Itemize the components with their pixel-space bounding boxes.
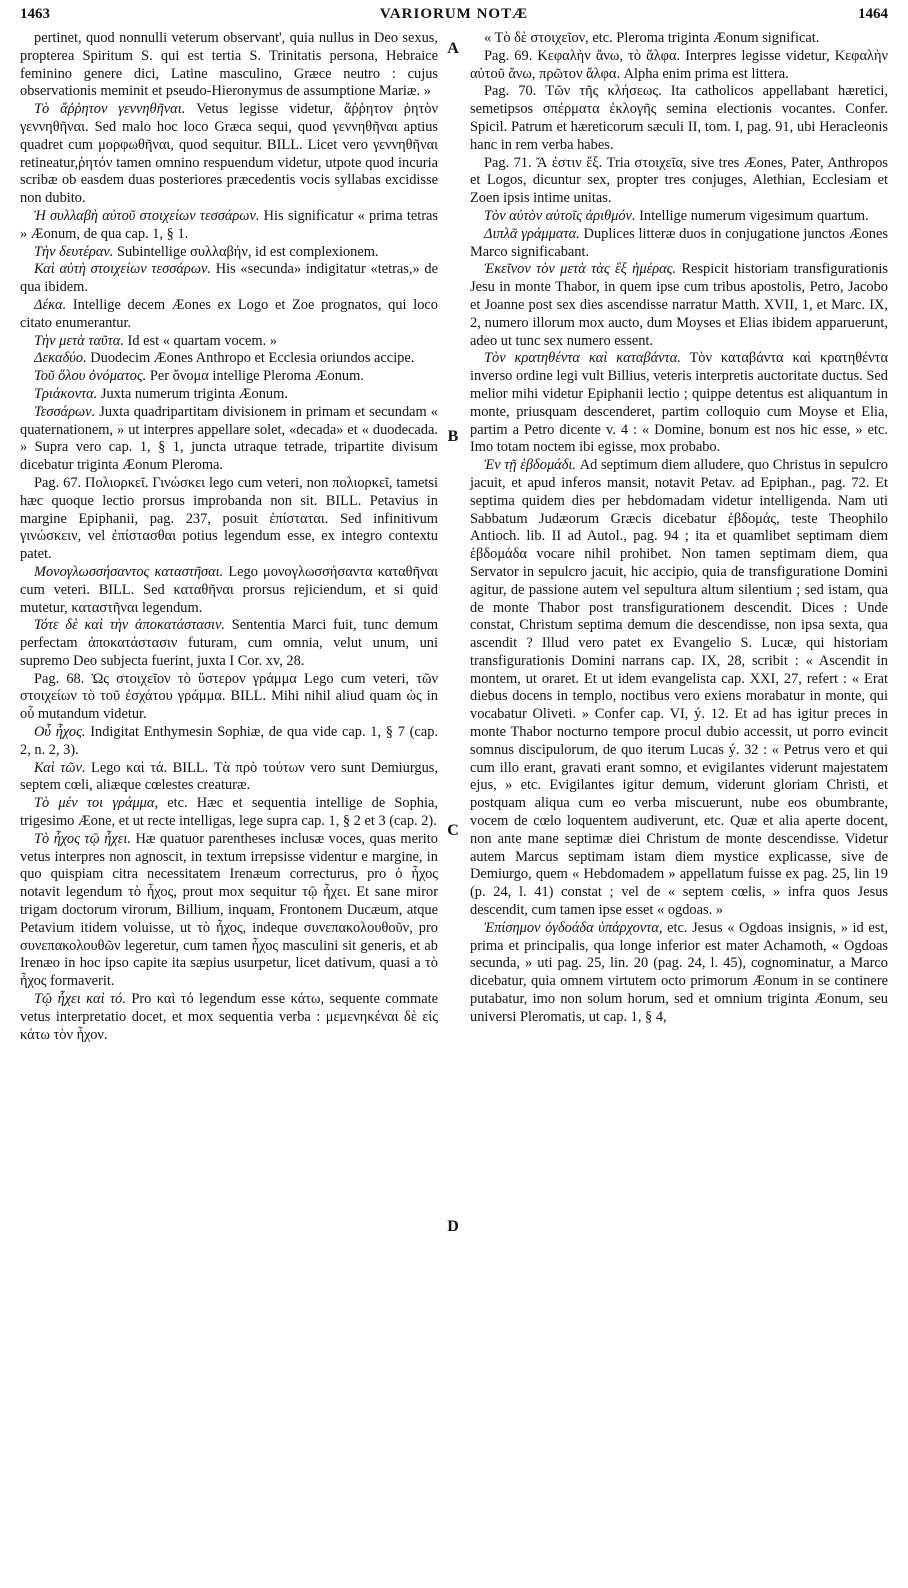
note-paragraph [20,564,438,617]
right-column [470,30,888,1027]
note-text: Τὸν καταβάντα καὶ κρατηθέντα inverso ordine legi vult Billius, veteris interpretis auctoritate ductus. Sed melior mihi videtur Epiphanii lectio ; quippe detentus est aliquantum in monte, priusquam descenderet, partim colloquio cum Moyse et Elia, partim a Petro dicente v. 4 : « Domine, bonum est nos hic esse, » etc. Imo totam noctem ibi egisse, mox probabo. [470,350,889,456]
note-text: Id est « quartam vocem. » [123,332,277,349]
note-lemma: Τὸν αὐτὸν αὐτοῖς ἀριθμόν. [484,207,636,224]
note-lemma: Τεσσάρων. [34,403,96,420]
note-text: etc. Jesus « Ogdoas insignis, » id est, prima et principalis, qua longe inferior est mater Achamoth, « Ogdoas secunda, » uti pag. 25, lin. 20 (pag. 24, l. 45), cognominatur, a Marco dicebatur, quia omnem virtutem octo primorum Æonum in se continere putabatur, imo non solum horum, sed et omnium triginta Æonum, seu universi Pleromatis, ut cap. 1, § 4, [470,919,888,1025]
note-text: Pro καὶ τό legendum esse κάτω, sequente commate vetus interpretatio docet, et mox sequentia verba : μεμενηκέναι δὲ εἰς κάτω τὸν ἦχον. [20,991,438,1043]
note-paragraph [20,30,438,101]
note-text: Juxta quadripartitam divisionem in primam et secundam « quaternationem, » ut interpres appellare solet, «decada» et « duodecada. » Supra vero cap. 1, § 1, juncta utraque tetrade, tripartite divisum dicebatur triginta Æonum Pleroma. [20,403,438,474]
note-lemma: Δέκα. [34,296,67,313]
note-lemma: Τῷ ἦχει καὶ τό. [34,991,126,1008]
note-text: Sententia Marci fuit, tunc demum perfectam ἀποκατάστασιν futuram, cum omnia, velut unum, uni supremo Deo subjecta fuerint, juxta I Cor. xv, 28. [20,617,439,669]
note-paragraph [20,617,438,670]
margin-letter-b: B [447,428,459,445]
note-lemma: Τοῦ ὅλου ὀνόματος. [34,368,147,385]
note-text: Duplices litteræ duos in conjugatione junctos Æones Marco significabant. [470,225,888,260]
note-paragraph [20,671,438,724]
note-paragraph [470,83,888,154]
note-text: etc. Hæc et sequentia intellige de Sophia, trigesimo Æone, et ut recte intelligas, lege supra cap. 1, § 2 et 3 (cap. 2). [20,795,438,830]
note-paragraph [20,333,438,351]
note-paragraph [470,226,888,262]
note-paragraph [470,30,888,48]
note-lemma: Τότε δὲ καὶ τὴν ἀποκατάστασιν. [34,617,226,634]
note-text: His «secunda» indigitatur «tetras,» de qua ibidem. [20,261,438,296]
note-lemma: Ἡ συλλαβὴ αὐτοῦ στοιχείων τεσσάρων. [34,207,260,224]
note-text: Respicit historiam transfigurationis Jesu in monte Thabor, in quem ipse cum tribus apostolis, Petro, Jacobo et Joanne post sex dies ascendisse narratur Matth. XVII, 1, et Marc. IX, 2, numero illorum mox aucto, dum Moyses et Elias ibidem apparuerunt, adeo ut tunc sex numero essent. [470,261,888,349]
note-paragraph [470,920,888,1027]
margin-letter-d: D [447,1218,459,1235]
note-paragraph [20,404,438,475]
note-paragraph [20,208,438,244]
note-lemma: Τὸ μέν τοι γράμμα, [34,795,159,812]
note-paragraph [20,297,438,333]
note-text: Intellige decem Æones ex Logo et Zoe prognatos, qui loco citato enumerantur. [20,296,438,331]
note-paragraph [470,48,888,84]
note-lemma: Ἐκεῖνον τὸν μετὰ τὰς ἓξ ἡμέρας. [484,261,677,278]
note-text: Lego μονογλωσσήσαντα καταθῆναι cum veteri. BILL. Sed καταθῆναι prorsus rejiciendum, et si quid mutetur, καταστῆναι legendum. [20,563,438,616]
note-paragraph [470,457,888,920]
note-lemma: Τὸν κρατηθέντα καὶ καταβάντα. [484,350,681,367]
note-paragraph [470,350,888,457]
note-lemma: Ἐπίσημον ὀγδοάδα ὑπάρχοντα, [484,919,663,936]
note-text: Pag. 67. Πολιορκεῖ. Γινώσκει lego cum veteri, non πολιορκεῖ, tametsi hæc quoque lectio prorsus improbanda non sit. BILL. Petavius in margine Epiphanii, pag. 237, posuit ἐπίσταται. Sed infinitivum γινώσκειν, vel ἐπίστασθαι potius legendum esse, ex integro contextu patet. [20,474,438,563]
note-lemma: Καὶ τῶν. [34,759,86,776]
note-paragraph [470,155,888,208]
note-text: Intellige numerum vigesimum quartum. [635,207,869,224]
note-text: Per ὄνομα intellige Pleroma Æonum. [146,368,364,385]
note-paragraph [470,261,888,350]
note-paragraph [20,795,438,831]
note-text: Lego καὶ τά. BILL. Τὰ πρὸ τούτων vero sunt Demiurgus, septem cœli, aliæque cœlestes creaturæ. [20,759,438,794]
left-column [20,30,438,1044]
note-text: Hæ quatuor parentheses inclusæ voces, quas merito vetus interpres non agnoscit, in textum irrepsisse videntur e margine, in quo quispiam citra necessitatem Irenæum correcturus, pro ὁ ἦχος notavit legendum τὸ ἦχος, prout mox sequitur τῷ ἦχει. Et sane miror trigam doctorum virorum, Billium, inquam, Frontonem Ducæum, atque Petavium itidem voluisse, ut τὸ ἦχος, indeque συνεπακολουθοῦν, pro συνεπακολουθῶν legeretur, cum tamen ἦχος masculini sit generis, et ab Irenæo in hoc ipso capite ita sæpius usurpetur, licet dativum, quasi a τὸ ἦχος formaverit. [20,830,438,990]
note-text: pertinet, quod nonnulli veterum observant', quia nullus in Deo sexus, propterea Spiritum S. qui est tertia S. Trinitatis persona, Hebraice feminino genere dici, Latine masculino, Græce neutro : cujus observationis meminit et pseudo-Hieronymus de assumptione Mariæ. » [20,30,438,100]
note-lemma: Ἐν τῇ ἑβδομάδι. [484,457,577,474]
margin-letter-a: A [447,40,459,57]
note-lemma: Καὶ αὐτὴ στοιχείων τεσσάρων. [34,261,211,278]
note-text: « Τὸ δὲ στοιχεῖον, etc. Pleroma triginta Æonum significat. [484,30,820,46]
note-text: Indigitat Enthymesin Sophiæ, de qua vide cap. 1, § 7 (cap. 2, n. 2, 3). [20,724,438,758]
note-paragraph [20,991,438,1044]
note-text: Pag. 70. Τῶν τῆς κλήσεως. Ita catholicos appellabant hæretici, semetipsos σπέρματα ἐκλογῆς semina electionis vocantes. Confer. Spicil. Patrum et hæreticorum sæculi II, tom. I, pag. 91, ubi Heracleonis hanc in rem verba habes. [470,83,888,153]
page-header [20,6,888,28]
left-page-number: 1463 [20,6,50,22]
note-lemma: Οὗ ἦχος. [34,724,86,741]
note-text: Duodecim Æones Anthropo et Ecclesia oriundos accipe. [86,350,415,367]
note-text: Pag. 69. Κεφαλὴν ἄνω, τὸ ἄλφα. Interpres legisse videtur, Κεφαλὴν αὐτοῦ ἄνω, πρῶτον ἄλφα. Alpha enim prima est littera. [470,47,888,82]
note-lemma: Τὴν μετὰ ταῦτα. [34,332,124,349]
note-text: Juxta numerum triginta Æonum. [97,385,288,402]
note-lemma: Δεκαδύο. [34,350,87,367]
note-text: Pag. 68. Ὡς στοιχεῖον τὸ ὕστερον γράμμα Lego cum veteri, τῶν στοιχείων τὸ τοῦ ἐσχάτου γράμμα. BILL. Mihi nihil aliud quam ὡς in οὗ mutandum videtur. [20,670,438,723]
note-text: Pag. 71. Ἄ ἐστιν ἕξ. Tria στοιχεῖα, sive tres Æones, Pater, Anthropos et Logos, dicuntur sex, propter tres conjuges, Alethian, Ecclesiam et Zoen ipsis intime unitas. [470,154,888,207]
note-lemma: Τριάκοντα. [34,385,98,402]
margin-letter-c: C [447,822,459,839]
note-paragraph [20,350,438,368]
note-paragraph [20,101,438,208]
note-paragraph [20,244,438,262]
note-lemma: Τὸ ἦχος τῷ ἦχει. [34,830,132,847]
note-paragraph [20,724,438,760]
note-lemma: Τὴν δευτέραν. [34,243,114,260]
note-paragraph [20,760,438,796]
note-paragraph [20,475,438,564]
note-lemma: Τὸ ἄῤῥητον γεννηθῆναι. [34,101,186,118]
note-paragraph [20,368,438,386]
running-title: VARIORUM NOTÆ [379,6,529,22]
note-lemma: Μονογλωσσήσαντος καταστῆσαι. [34,563,224,580]
note-paragraph [20,386,438,404]
note-text: His significatur « prima tetras » Æonum, de qua cap. 1, § 1. [20,207,438,242]
note-text: Vetus legisse videtur, ἄῤῥητον ῥητὸν γεννηθῆναι. Sed malo hoc loco Græca sequi, quod γεννηθῆναι aptius quadret cum μορφωθῆναι, quod sequitur. BILL. Licet vero γεννηθῆναι retineatur,ῥητόν tamen omnino respuendum videtur, utpote quod incuria scribæ ob easdem duas posteriores præcedentis vocis syllabas excidisse non dubito. [20,101,438,207]
note-paragraph [470,208,888,226]
note-paragraph [20,831,438,991]
right-page-number: 1464 [858,6,888,22]
note-paragraph [20,261,438,297]
note-lemma: Διπλᾶ γράμματα. [484,225,580,242]
note-text: Ad septimum diem alludere, quo Christus in sepulcro jacuit, et apud inferos mansit, notavit Petav. ad Epiphan., pag. 72. Et septima quidem dies per hebdomadam videtur intelligenda. Nam uti Sabbatum Judæorum Græcis dicebatur ἑβδομάς, teste Theophilo Antioch. lib. II ad Autol., pag. 94 ; ita et quamlibet septimam diem ἑβδομάδα vocare nihil prohibet. Non tamen septimam diem, qua Servator in sepulcro jacuit, hic accipio, quia de transfiguratione Domini agitur, de passione autem vel sepultura altum silentium ; sed istam, qua de monte Thabor post transfigurationem descendit. Dices : Unde constat, Christum septima demum die descendisse, non ipsa sexta, qua ascendit ? Illud vero patet ex Evangelio S. Lucæ, qui historiam transfigurationis Domini narrans cap. IX, 28, scribit : « Ascendit in montem, ut oraret. Et ut idem evangelista cap. XXI, 27, refert : « Erat diebus docens in templo, noctibus vero exiens morabatur in monte, qui vocabatur Oliveti. » Confer cap. VI, ý. 12. Et ad has igitur preces in monte Thabor nocturno tempore procul dubio accessit, ut porro evincit somnus discipulorum, de quo iterum Lucas ý. 32 : « Petrus vero et qui cum illo erant, gravati erant somno, et evigilantes viderunt majestatem ejus, » etc. Evigilantes igitur demum, viderunt gloriam Christi, et postquam aliqua cum eo verba miscuerunt, nube eos obumbrante, vocem de cœlo loquentem audiverunt, etc. Quæ et alia aperte docent, non ante mane septimæ diei Christum de monte descendisse. Videtur autem Marcus septimam istam diem mystice explicasse, sive de Demiurgo, quem « Hebdomadem » appellatum fuisse ex pag. 25, lin 19 (p. 24, l. 41) constat ; vel de « septem cœlis, » infra quos Jesus descendit, cum tamen ipse esset « ogdoas. » [470,457,888,919]
note-text: Subintellige συλλαβήν, id est complexionem. [113,243,379,260]
